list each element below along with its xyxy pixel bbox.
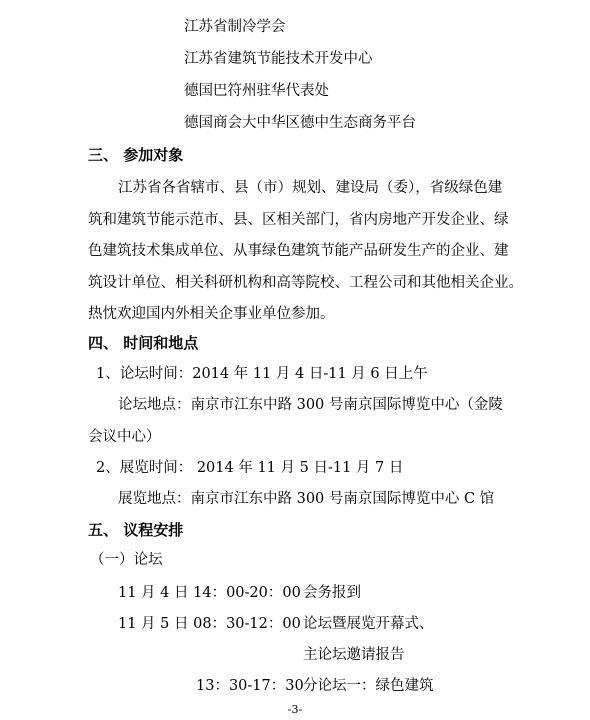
paragraph-line-5: 热忱欢迎国内外相关企事业单位参加。	[88, 306, 335, 322]
section-3-paragraph	[88, 173, 534, 331]
organizer-1: 江苏省制冷学会	[184, 19, 286, 35]
section-5-heading: 五、 议程安排	[88, 521, 184, 539]
organizer-4: 德国商会大中华区德中生态商务平台	[184, 115, 416, 131]
organizer-3: 德国巴符州驻华代表处	[184, 83, 329, 99]
section-3-heading: 三、 参加对象	[88, 146, 184, 164]
expo-time: 2、展览时间： 2014 年 11 月 5 日-11 月 7 日	[96, 460, 404, 476]
agenda-desc-3: 主论坛邀请报告	[303, 647, 405, 663]
agenda-time-2: 11 月 5 日 08：30-12：00	[118, 616, 301, 632]
forum-place: 论坛地点：南京市江东中路 300 号南京国际博览中心（金陵	[118, 397, 503, 413]
agenda-desc-1: 会务报到	[303, 585, 361, 601]
agenda-time-1: 11 月 4 日 14：00-20：00	[118, 585, 301, 601]
agenda-time-4: 13：30-17：30	[196, 678, 304, 694]
subsection-forum: （一）论坛	[90, 552, 163, 568]
agenda-desc-4: 分论坛一：绿色建筑	[303, 678, 434, 694]
paragraph-line-1: 江苏省各省辖市、县（市）规划、建设局（委），省级绿色建	[118, 180, 503, 196]
forum-time: 1、论坛时间：2014 年 11 月 4 日-11 月 6 日上午	[96, 366, 428, 382]
organizer-2: 江苏省建筑节能技术开发中心	[184, 51, 373, 67]
page-number: -3-	[287, 703, 303, 716]
forum-place-continued: 会议中心）	[88, 429, 161, 445]
agenda-desc-2: 论坛暨展览开幕式、	[303, 616, 434, 632]
section-4-heading: 四、 时间和地点	[88, 334, 199, 352]
expo-place: 展览地点：南京市江东中路 300 号南京国际博览中心 C 馆	[118, 491, 495, 507]
paragraph-line-2: 筑和建筑节能示范市、县、区相关部门，省内房地产开发企业、绿	[88, 211, 509, 228]
paragraph-line-3: 色建筑技术集成单位、从事绿色建筑节能产品研发生产的企业、建	[88, 243, 509, 259]
paragraph-line-4: 筑设计单位、相关科研机构和高等院校、工程公司和其他相关企业。	[88, 274, 523, 291]
